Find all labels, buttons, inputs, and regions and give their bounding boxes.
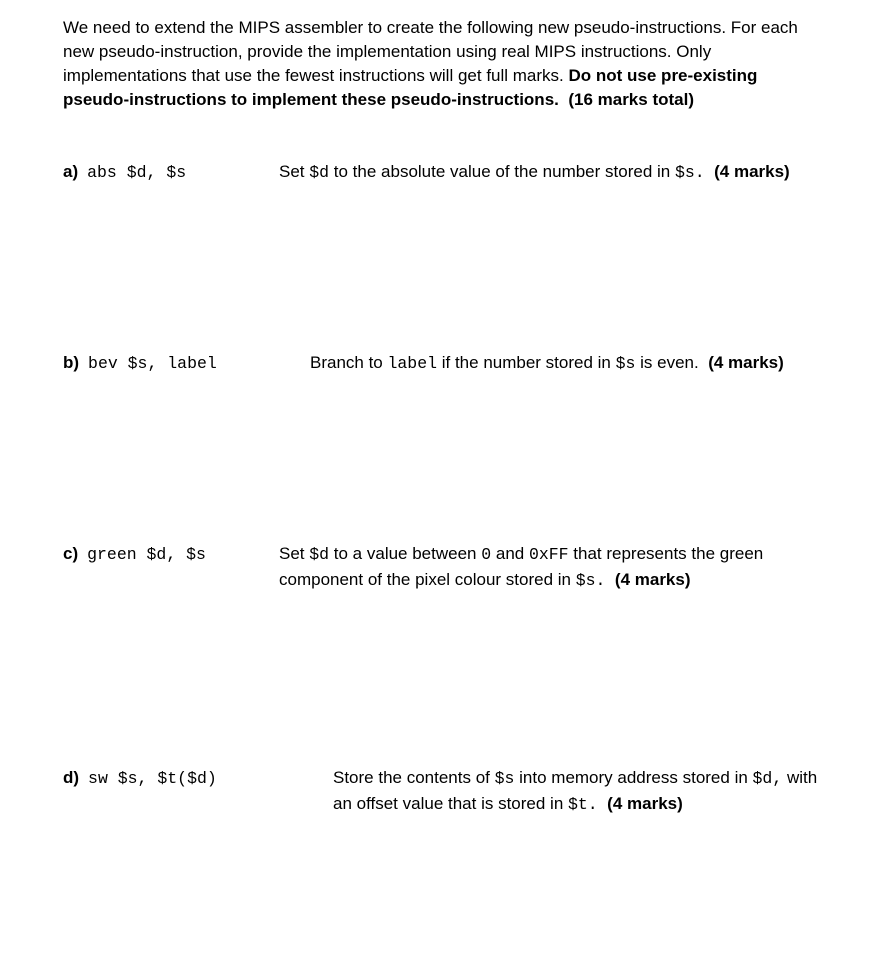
question-b-label: [63, 351, 217, 376]
code-token: label: [387, 354, 438, 373]
marks-label: (4 marks): [708, 353, 784, 372]
question-instruction: sw $s, $t($d): [88, 769, 217, 788]
question-instruction: bev $s, label: [88, 354, 217, 373]
description-text: and: [491, 544, 529, 563]
question-c-label: [63, 542, 206, 567]
code-token: $d,: [752, 769, 783, 788]
description-text: is even.: [635, 353, 699, 372]
question-b-description: [310, 350, 850, 376]
question-instruction: green $d, $s: [87, 545, 206, 564]
marks-label: (4 marks): [714, 162, 790, 181]
description-text: with an offset value that is stored in: [333, 768, 818, 813]
question-c-description: [279, 541, 809, 593]
question-d-description: [333, 765, 823, 817]
description-text: Store the contents of: [333, 768, 495, 787]
description-text: if the number stored in: [437, 353, 616, 372]
code-token: $t.: [568, 795, 598, 814]
question-a-description: [279, 159, 839, 185]
question-d-label: [63, 766, 217, 791]
marks-label: (4 marks): [614, 570, 691, 589]
code-token: $s: [615, 354, 636, 373]
description-text: Set: [279, 162, 310, 181]
description-text: to the absolute value of the number stored in: [329, 162, 675, 181]
question-letter: b): [63, 353, 80, 372]
code-token: $s.: [575, 571, 606, 590]
question-a-label: [63, 160, 186, 185]
description-text: Set: [279, 544, 310, 563]
intro-paragraph: [63, 16, 813, 112]
code-token: $s: [494, 769, 515, 788]
intro-text: We need to extend the MIPS assembler to create the following new pseudo-instructions. For each new pseudo-instruction, provide the implementation using real MIPS instructions. Only implementations that use the fewest instructions will get full marks.: [63, 18, 798, 85]
intro-total-marks: (16 marks total): [568, 90, 694, 109]
description-text: Branch to: [310, 353, 388, 372]
description-text: that represents the green component of the pixel colour stored in: [279, 544, 764, 589]
marks-label: (4 marks): [607, 794, 683, 813]
code-token: $d: [309, 163, 330, 182]
code-token: 0: [481, 545, 492, 564]
intro-warning: Do not use pre-existing pseudo-instructions to implement these pseudo-instructions.: [63, 66, 758, 109]
description-text: to a value between: [329, 544, 482, 563]
code-token: $s.: [674, 163, 705, 182]
question-letter: d): [63, 768, 80, 787]
question-letter: a): [63, 162, 79, 181]
description-text: into memory address stored in: [514, 768, 753, 787]
question-letter: c): [63, 544, 79, 563]
code-token: 0xFF: [528, 545, 569, 564]
question-instruction: abs $d, $s: [87, 163, 187, 182]
code-token: $d: [309, 545, 330, 564]
